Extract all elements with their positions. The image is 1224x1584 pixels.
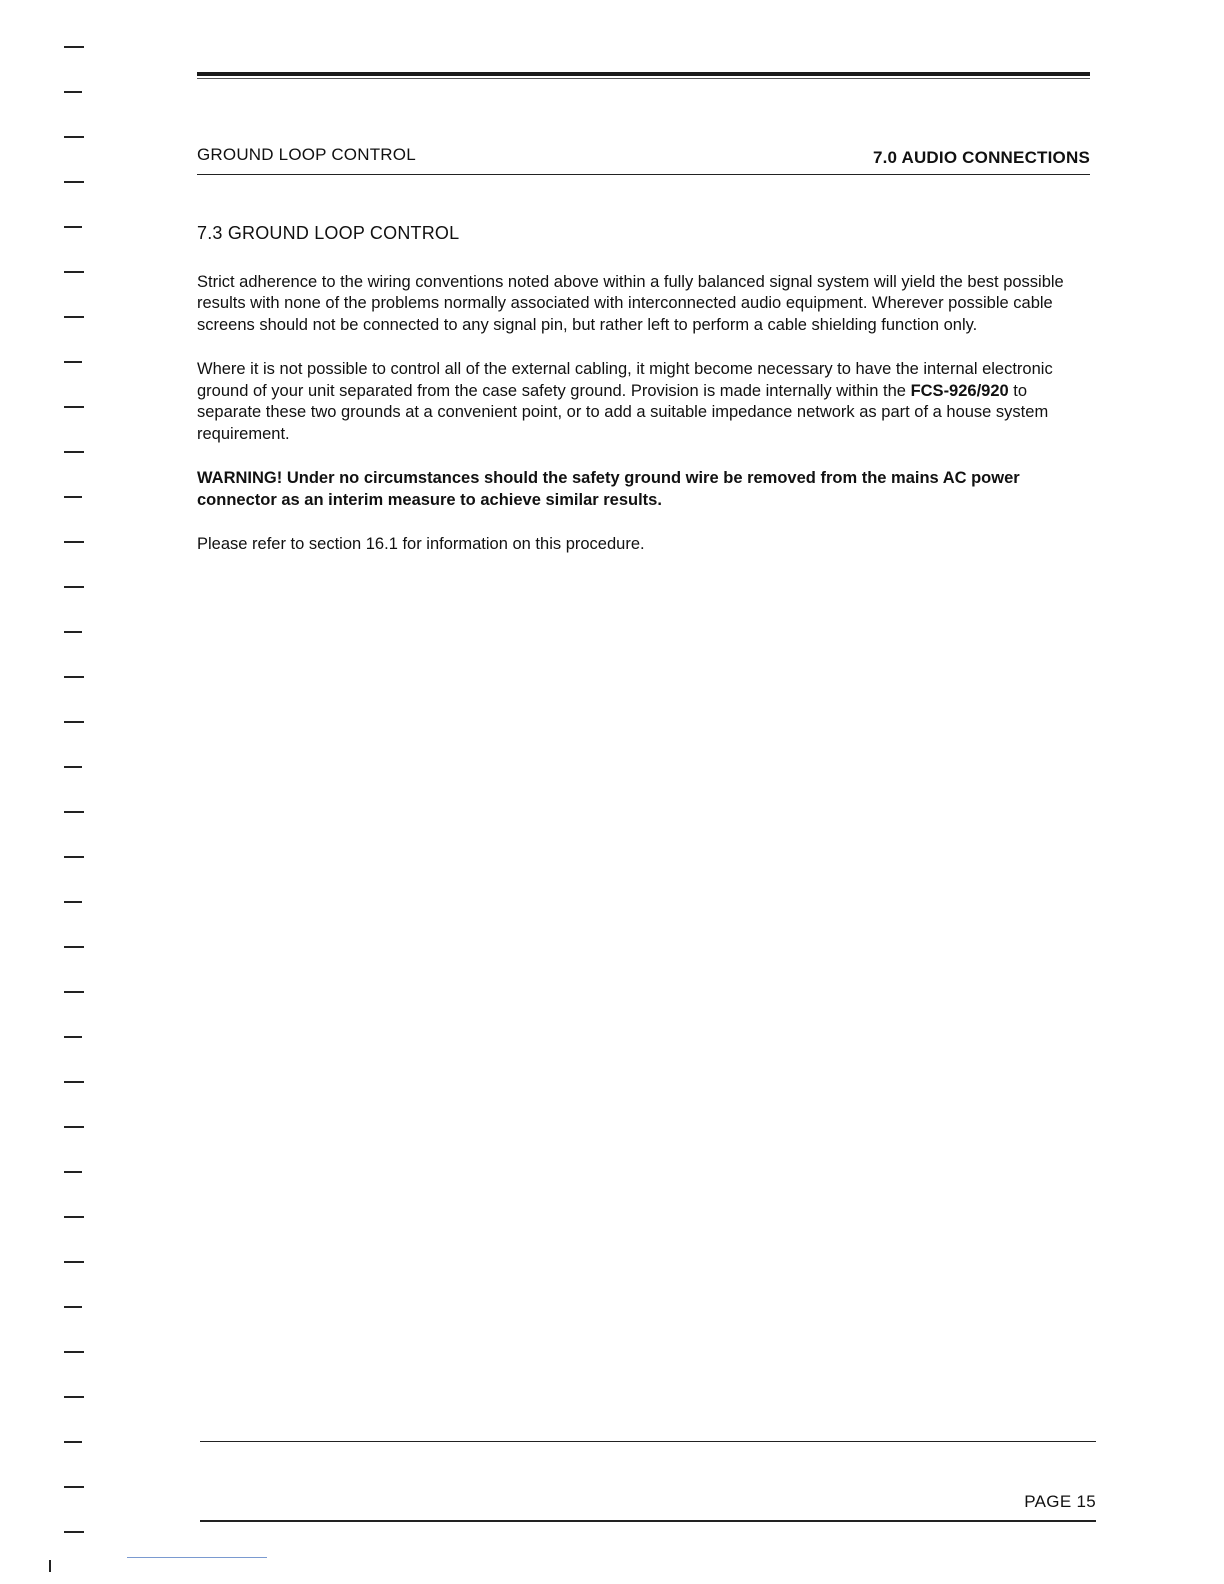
header-rule [197, 174, 1090, 175]
top-rule-thin [197, 78, 1090, 79]
binder-tick-mark [64, 1036, 82, 1038]
binder-tick-mark [64, 271, 84, 273]
running-header-left: GROUND LOOP CONTROL [197, 145, 416, 164]
binder-tick-mark [64, 1306, 82, 1308]
binder-tick-mark [64, 1216, 84, 1218]
section-title: 7.3 GROUND LOOP CONTROL [197, 223, 460, 243]
binder-tick-mark [64, 766, 82, 768]
running-header-right: 7.0 AUDIO CONNECTIONS [872, 148, 1090, 167]
binder-tick-mark [64, 586, 84, 588]
binder-tick-mark [64, 1081, 84, 1083]
binder-tick-mark [64, 1261, 84, 1263]
binder-tick-mark [64, 181, 84, 183]
model-number: FCS-926/920 [910, 381, 1009, 400]
page-content [197, 223, 1087, 579]
section-reference: Please refer to section 16.1 for information on this procedure. [197, 535, 645, 553]
binder-tick-mark [64, 1126, 84, 1128]
binder-tick-mark [64, 1396, 84, 1398]
binder-tick-mark [64, 901, 82, 903]
paragraph-wiring-conventions: Strict adherence to the wiring conventions noted above within a fully balanced signal system will yield the best possible results with none of the problems normally associated with interconnected audio equipment. Wherever possible cable screens should not be connected to any signal pin, but rather left to perform a cable shielding function only. [197, 272, 1064, 334]
binder-tick-mark [64, 946, 84, 948]
binder-tick-mark [64, 316, 84, 318]
warning-notice: WARNING! Under no circumstances should the safety ground wire be removed from the mains AC power connector as an interim measure to achieve similar results. [197, 469, 1020, 509]
binder-margin-marks [0, 0, 120, 1584]
binder-tick-mark [64, 226, 82, 228]
page-number: PAGE 15 [1024, 1492, 1096, 1511]
binder-tick-mark [64, 46, 84, 48]
binder-tick-mark [64, 496, 82, 498]
corner-mark [49, 1560, 51, 1572]
binder-tick-mark [64, 91, 82, 93]
binder-tick-mark [64, 451, 84, 453]
binder-tick-mark [64, 406, 84, 408]
binder-tick-mark [64, 1441, 82, 1443]
footer-rule-bottom [200, 1520, 1096, 1522]
binder-tick-mark [64, 676, 84, 678]
binder-tick-mark [64, 811, 84, 813]
paragraph-text: to separate these two grounds at a convenient point, or to add a suitable impedance network as part of a house system requirement. [197, 381, 1049, 443]
binder-tick-mark [64, 1486, 84, 1488]
top-rule [197, 72, 1090, 76]
binder-tick-mark [64, 1171, 82, 1173]
binder-tick-mark [64, 856, 84, 858]
scan-mark [127, 1557, 267, 1558]
paragraph-ground-separation [197, 359, 1087, 445]
binder-tick-mark [64, 541, 84, 543]
binder-tick-mark [64, 631, 82, 633]
binder-tick-mark [64, 136, 84, 138]
paragraph-text: Where it is not possible to control all of the external cabling, it might become necessary to have the internal electronic ground of your unit separated from the case safety ground. Provision is made internally within the [197, 360, 1053, 400]
binder-tick-mark [64, 1531, 84, 1533]
binder-tick-mark [64, 1351, 84, 1353]
binder-tick-mark [64, 721, 84, 723]
footer-rule-top [200, 1441, 1096, 1442]
binder-tick-mark [64, 361, 82, 363]
binder-tick-mark [64, 991, 84, 993]
